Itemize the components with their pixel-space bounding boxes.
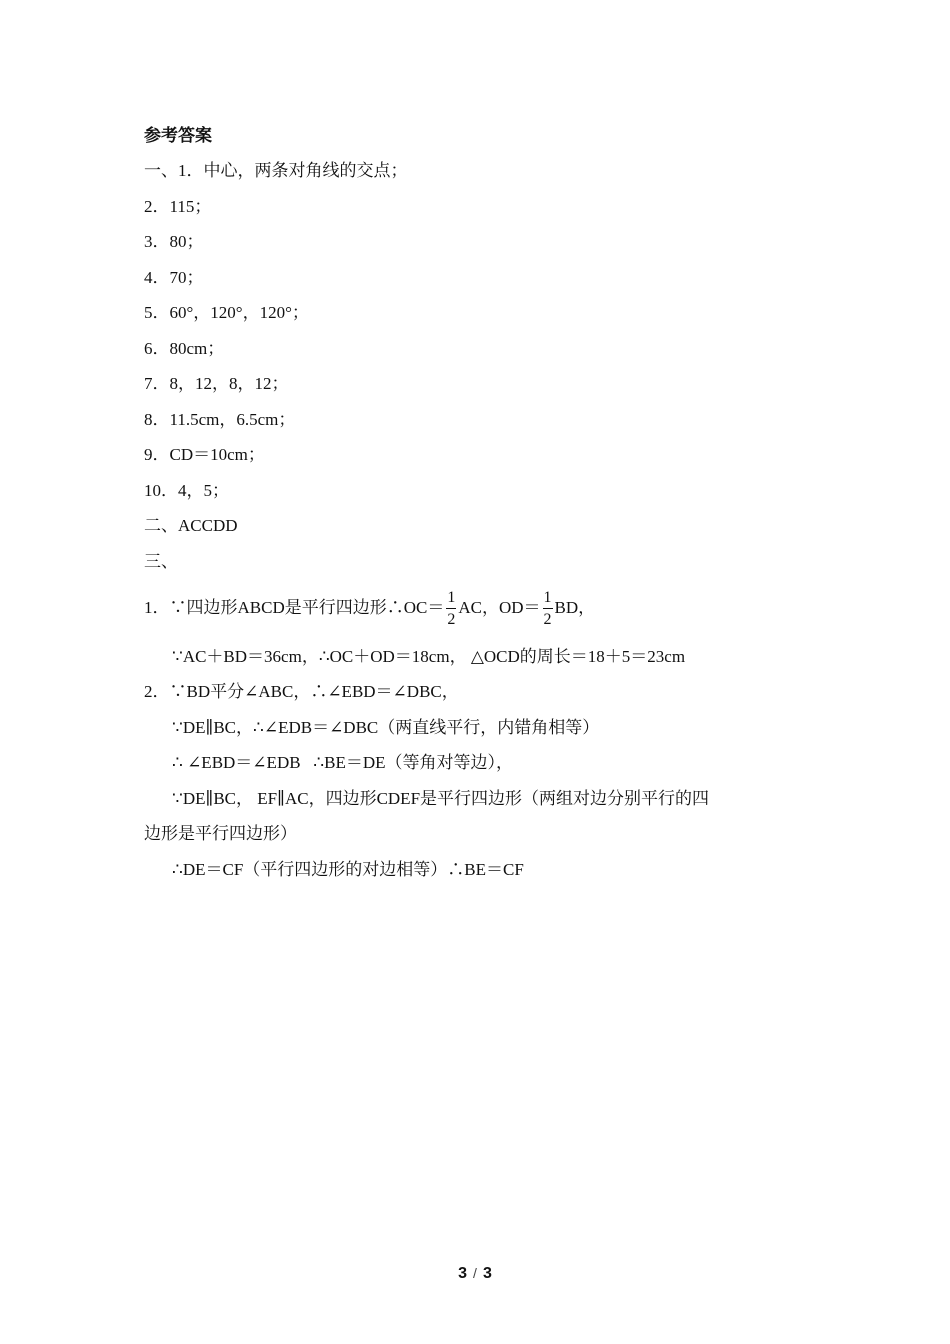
section-title: 参考答案 (144, 126, 212, 145)
fraction-denominator: 2 (543, 611, 552, 629)
fraction-one-half (543, 590, 553, 628)
q2-line-4: ∵DE∥BC， EF∥AC，四边形CDEF是平行四边形（两组对边分别平行的四 (172, 789, 710, 808)
page-total: 3 (482, 1265, 492, 1282)
answer-part1-line-8: 8．11.5cm，6.5cm； (144, 410, 296, 429)
answer-part1-line-4: 4．70； (144, 268, 204, 287)
q2-line-3: ∴ ∠EBD＝∠EDB ∴BE＝DE（等角对等边）， (172, 753, 514, 772)
answer-part1-line-9: 9．CD＝10cm； (144, 445, 265, 464)
answer-part1-line-10: 10．4，5； (144, 481, 229, 500)
q2-line-1: 2．∵BD平分∠ABC，∴∠EBD＝∠DBC， (144, 682, 459, 701)
q1-middle: AC，OD＝ (458, 598, 541, 617)
fraction-numerator: 1 (543, 590, 553, 609)
answer-part1-line-5: 5．60°，120°，120°； (144, 303, 309, 322)
answer-part1-line-2: 2．115； (144, 197, 212, 216)
fraction-one-half (446, 590, 456, 628)
answer-part1-line-6: 6．80cm； (144, 339, 225, 358)
q2-line-2: ∵DE∥BC，∴∠EDB＝∠DBC（两直线平行，内错角相等） (172, 718, 600, 737)
answer-part1-line-1: 一、1．中心，两条对角线的交点； (144, 161, 408, 180)
page-current: 3 (458, 1265, 468, 1282)
q2-line-5: 边形是平行四边形） (144, 824, 297, 843)
q1-prefix: 1．∵四边形ABCD是平行四边形∴OC＝ (144, 598, 445, 617)
answer-part1-line-7: 7．8，12，8，12； (144, 374, 289, 393)
answer-part3-heading: 三、 (144, 552, 178, 571)
q2-line-6: ∴DE＝CF（平行四边形的对边相等）∴BE＝CF (172, 860, 524, 879)
q1-line-2: ∵AC＋BD＝36cm，∴OC＋OD＝18cm， △OCD的周长＝18＋5＝23cm (172, 647, 686, 666)
q1-suffix: BD， (554, 598, 596, 617)
fraction-numerator: 1 (446, 590, 456, 609)
q1-line-1 (144, 586, 595, 630)
page-separator: / (473, 1265, 477, 1281)
page-number (0, 1265, 950, 1283)
answer-part1-line-3: 3．80； (144, 232, 204, 251)
answer-part2: 二、ACCDD (144, 516, 238, 535)
fraction-denominator: 2 (447, 611, 456, 629)
